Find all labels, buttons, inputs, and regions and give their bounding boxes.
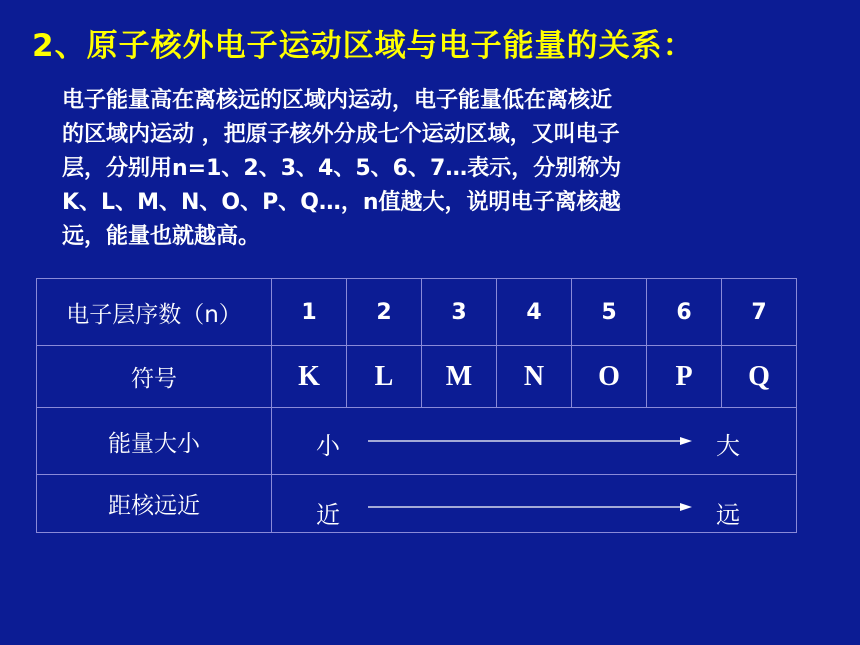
table-row-energy — [37, 408, 797, 475]
right-arrow-icon — [368, 434, 692, 448]
paragraph-line: K、L、M、N、O、P、Q…，n值越大，说明电子离核越 — [62, 190, 621, 215]
right-arrow-icon — [368, 500, 692, 514]
shell-number-cell: 3 — [422, 279, 497, 346]
row-header-distance: 距核远近 — [37, 475, 272, 533]
distance-far-label: 远 — [716, 501, 740, 529]
energy-low-label: 小 — [316, 432, 340, 460]
shell-number-cell: 1 — [272, 279, 347, 346]
shell-number-cell: 2 — [347, 279, 422, 346]
description-paragraph — [62, 84, 807, 254]
paragraph-line: 层，分别用n=1、2、3、4、5、6、7…表示，分别称为 — [62, 156, 622, 181]
distance-trend-cell — [272, 475, 797, 533]
shell-number-cell: 6 — [647, 279, 722, 346]
shell-symbol-cell: Q — [722, 346, 797, 408]
row-header-symbol: 符号 — [37, 346, 272, 408]
shell-symbol-cell: P — [647, 346, 722, 408]
row-header-energy: 能量大小 — [37, 408, 272, 475]
shell-symbol-cell: M — [422, 346, 497, 408]
shell-number-cell: 4 — [497, 279, 572, 346]
table-row-distance — [37, 475, 797, 533]
shell-number-cell: 5 — [572, 279, 647, 346]
shell-symbol-cell: K — [272, 346, 347, 408]
paragraph-line: 远，能量也就越高。 — [62, 224, 261, 249]
paragraph-line: 电子能量高在离核远的区域内运动，电子能量低在离核近 — [62, 88, 613, 113]
row-header-shell-number: 电子层序数（n） — [37, 279, 272, 346]
paragraph-line: 的区域内运动 ，把原子核外分成七个运动区域，又叫电子 — [62, 122, 620, 147]
energy-high-label: 大 — [716, 432, 740, 460]
shell-symbol-cell: N — [497, 346, 572, 408]
table-row-shell-number — [37, 279, 797, 346]
table-row-symbol — [37, 346, 797, 408]
shell-number-cell: 7 — [722, 279, 797, 346]
electron-shell-table — [36, 278, 797, 533]
shell-symbol-cell: O — [572, 346, 647, 408]
slide-title: 2、原子核外电子运动区域与电子能量的关系： — [32, 28, 695, 64]
shell-symbol-cell: L — [347, 346, 422, 408]
energy-trend-cell — [272, 408, 797, 475]
distance-near-label: 近 — [316, 501, 340, 529]
